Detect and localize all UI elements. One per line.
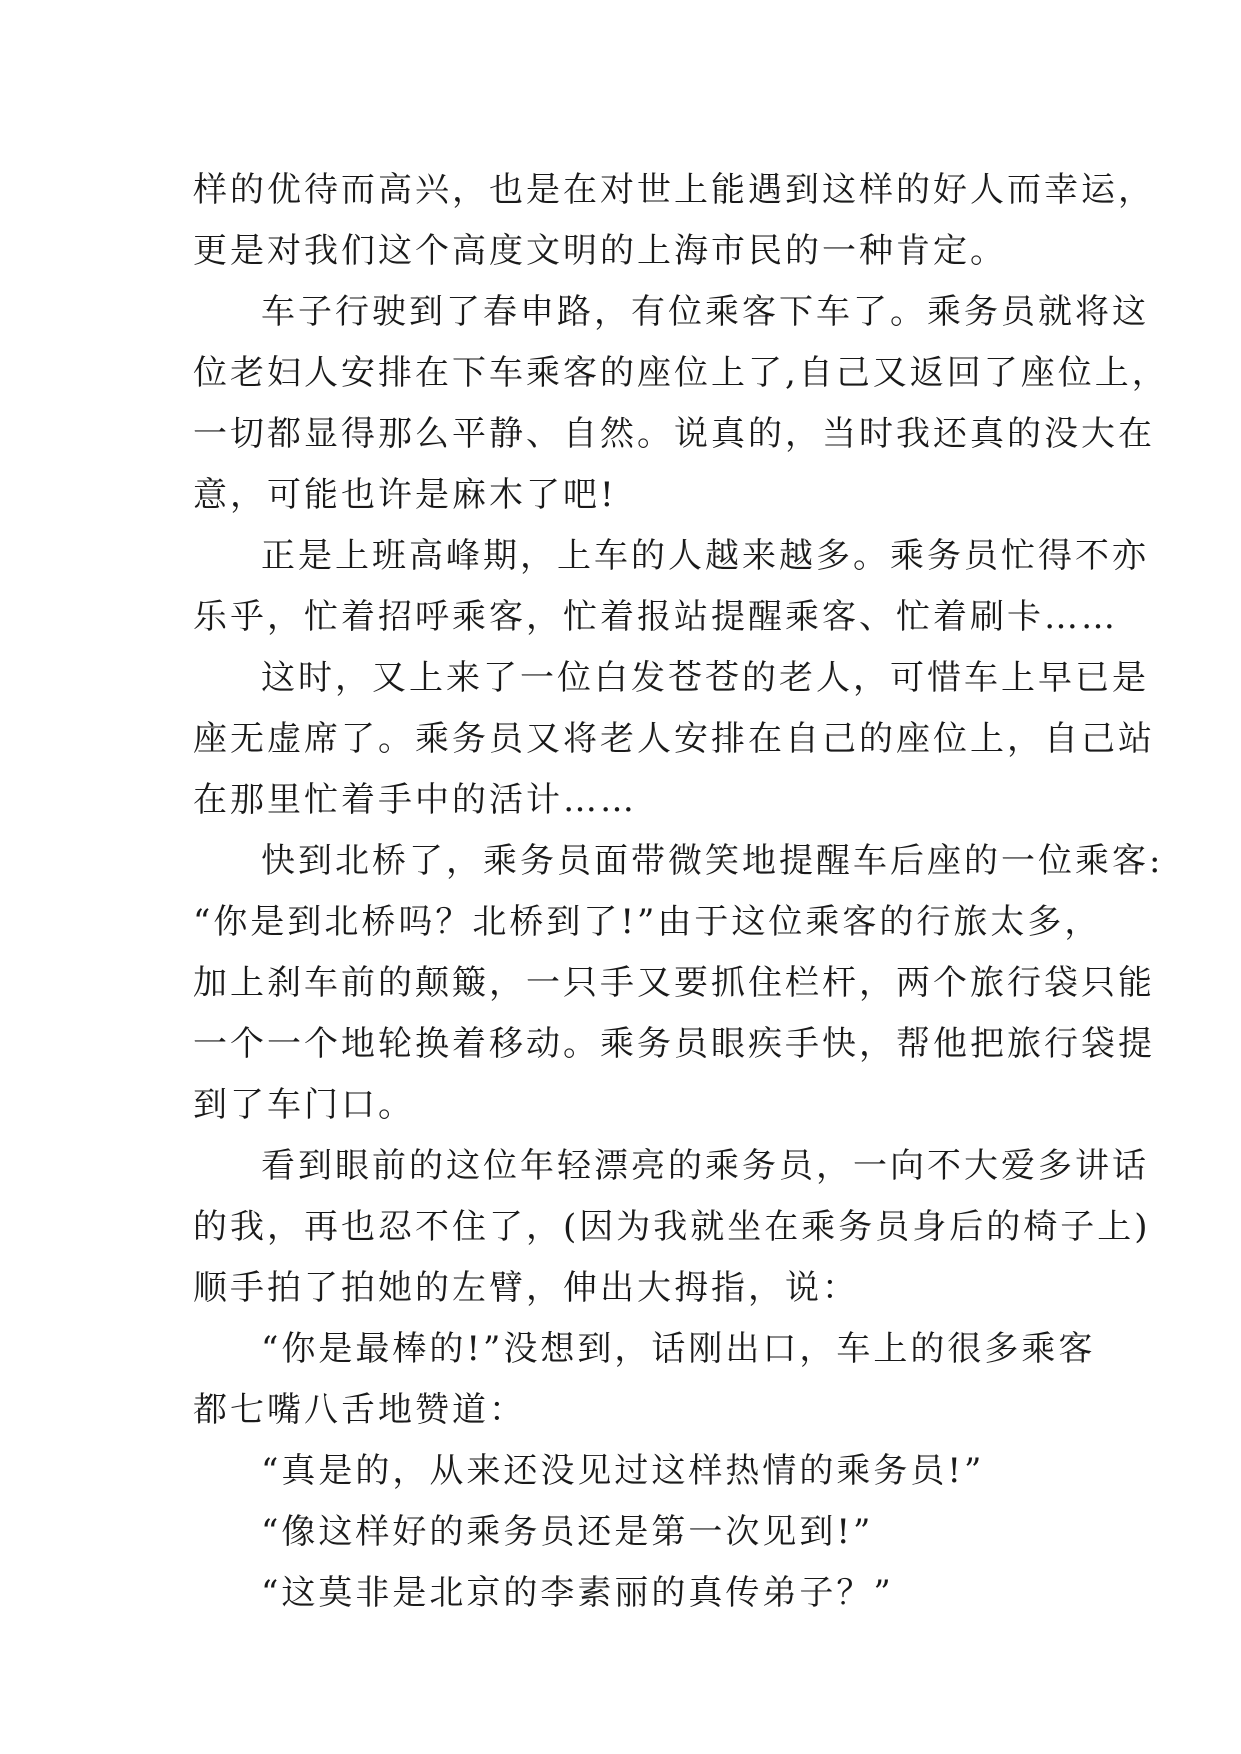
paragraph	[193, 160, 1155, 282]
text-line: 快到北桥了，乘务员面带微笑地提醒车后座的一位乘客:	[261, 841, 1164, 881]
text-line: 在那里忙着手中的活计……	[193, 780, 637, 820]
paragraph	[193, 1441, 1073, 1502]
text-line: 座无虚席了。乘务员又将老人安排在自己的座位上，自己站	[193, 719, 1155, 759]
paragraph	[193, 1136, 1151, 1319]
text-line: 到了车门口。	[193, 1085, 415, 1125]
text-line: 样的优待而高兴，也是在对世上能遇到这样的好人而幸运，	[193, 170, 1155, 210]
text-line: 这时，又上来了一位白发苍苍的老人，可惜车上早已是	[261, 658, 1149, 698]
text-line: 车子行驶到了春申路，有位乘客下车了。乘务员就将这	[261, 292, 1149, 332]
paragraph	[193, 1502, 1073, 1563]
text-line: 正是上班高峰期，上车的人越来越多。乘务员忙得不亦	[261, 536, 1149, 576]
text-line: 加上刹车前的颠簸，一只手又要抓住栏杆，两个旅行袋只能	[193, 963, 1155, 1003]
paragraph	[193, 831, 1164, 1136]
text-line: 意，可能也许是麻木了吧!	[193, 475, 617, 515]
text-line: 一切都显得那么平静、自然。说真的，当时我还真的没大在	[193, 414, 1155, 454]
paragraph	[193, 648, 1155, 831]
text-line: “你是到北桥吗？北桥到了!”由于这位乘客的行旅太多，	[193, 902, 1102, 942]
paragraph	[193, 1319, 1096, 1441]
text-line: “像这样好的乘务员还是第一次见到!”	[261, 1512, 874, 1552]
text-line: 看到眼前的这位年轻漂亮的乘务员，一向不大爱多讲话	[261, 1146, 1149, 1186]
text-line: “这莫非是北京的李素丽的真传弟子？”	[261, 1573, 894, 1613]
text-line: 位老妇人安排在下车乘客的座位上了,自己又返回了座位上，	[193, 353, 1169, 393]
text-line: 一个一个地轮换着移动。乘务员眼疾手快，帮他把旅行袋提	[193, 1024, 1155, 1064]
paragraph	[193, 282, 1169, 526]
text-line: “真是的，从来还没见过这样热情的乘务员!”	[261, 1451, 985, 1491]
text-line: 更是对我们这个高度文明的上海市民的一种肯定。	[193, 231, 1007, 271]
document-body	[193, 160, 1169, 1624]
text-line: “你是最棒的!”没想到，话刚出口，车上的很多乘客	[261, 1329, 1096, 1369]
text-line: 都七嘴八舌地赞道：	[193, 1390, 526, 1430]
paragraph	[193, 1563, 1073, 1624]
text-line: 顺手拍了拍她的左臂，伸出大拇指，说：	[193, 1268, 859, 1308]
paragraph	[193, 526, 1149, 648]
text-line: 乐乎，忙着招呼乘客，忙着报站提醒乘客、忙着刷卡……	[193, 597, 1118, 637]
text-line: 的我，再也忍不住了，(因为我就坐在乘务员身后的椅子上)	[193, 1207, 1151, 1247]
